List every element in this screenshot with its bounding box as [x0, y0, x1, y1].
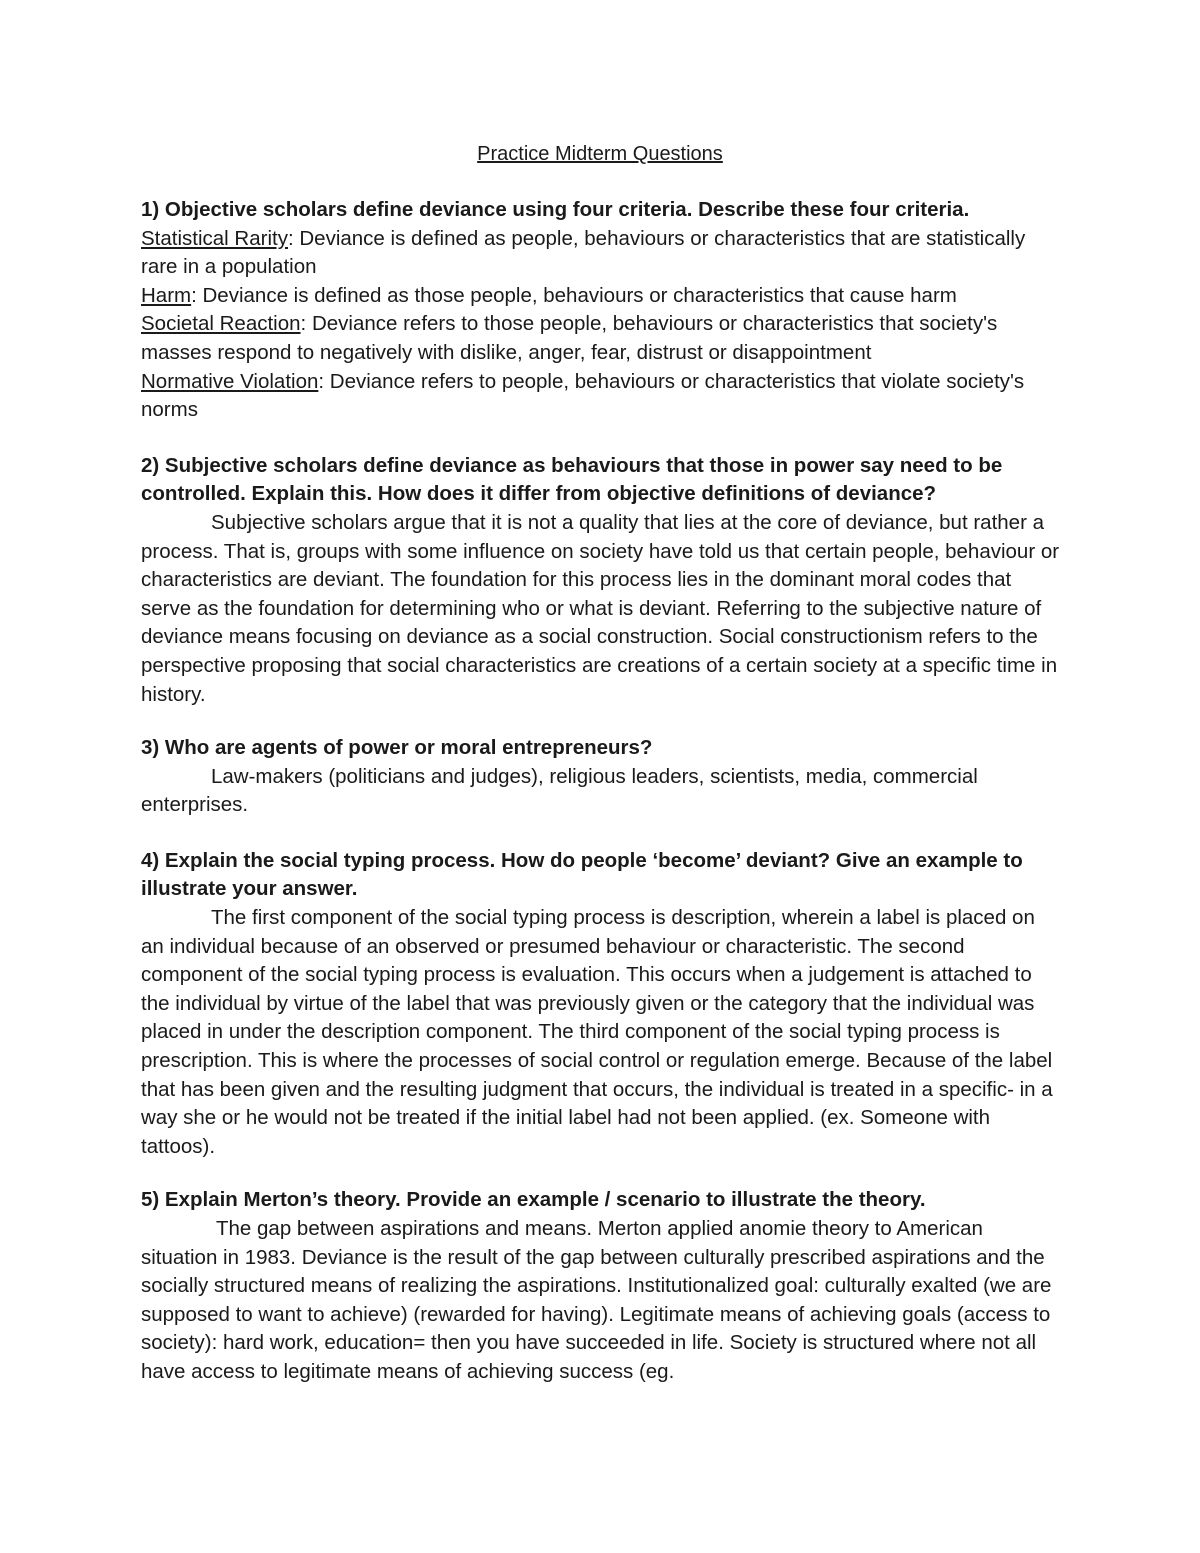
question-3	[141, 734, 1061, 820]
criterion-term: Harm	[141, 283, 192, 307]
answer-5: The gap between aspirations and means. Merton applied anomie theory to American situation in 1983. Deviance is the result of the gap between culturally prescribed aspirations and the socially structured means of realizing the aspirations. Institutionalized goal: culturally exalted (we are supposed to want to achieve) (rewarded for having). Legitimate means of achieving goals (access to society): hard work, education= then you have succeeded in life. Society is structured where not all have access to legitimate means of achieving success (eg.	[141, 1217, 1052, 1383]
answer-4: The first component of the social typing process is description, wherein a label is placed on an individual because of an observed or presumed behaviour or characteristic. The second component of the social typing process is evaluation. This occurs when a judgement is attached to the individual by virtue of the label that was previously given or the category that the individual was placed in under the description component. The third component of the social typing process is prescription. This is where the processes of social control or regulation emerge. Because of the label that has been given and the resulting judgment that occurs, the individual is treated in a specific- in a way she or he would not be treated if the initial label had not been applied. (ex. Someone with tattoos).	[141, 906, 1053, 1158]
question-1-text: 1) Objective scholars define deviance using four criteria. Describe these four criteria.	[141, 198, 970, 221]
question-5-text: 5) Explain Merton’s theory. Provide an example / scenario to illustrate the theory.	[141, 1188, 926, 1212]
page-title: Practice Midterm Questions	[477, 143, 723, 165]
question-5	[141, 1186, 1061, 1386]
criterion-societal-reaction	[141, 310, 1061, 367]
question-3-text: 3) Who are agents of power or moral entrepreneurs?	[141, 736, 653, 760]
criterion-harm	[141, 282, 1061, 311]
question-1	[141, 196, 1061, 425]
answer-3: Law-makers (politicians and judges), religious leaders, scientists, media, commercial enterprises.	[141, 764, 978, 817]
criterion-statistical-rarity	[141, 225, 1061, 282]
criterion-definition: : Deviance is defined as people, behaviours or characteristics that are statistically rare in a population	[141, 226, 1026, 279]
question-2-text: 2) Subjective scholars define deviance as behaviours that those in power say need to be controlled. Explain this. How does it differ from objective definitions of deviance?	[141, 453, 1003, 506]
question-4	[141, 847, 1061, 1162]
criterion-definition: : Deviance refers to people, behaviours or characteristics that violate society's norms	[141, 369, 1025, 422]
criterion-term: Normative Violation	[141, 369, 319, 393]
question-4-text: 4) Explain the social typing process. How do people ‘become’ deviant? Give an example to illustrate your answer.	[141, 848, 1023, 901]
criterion-term: Statistical Rarity	[141, 226, 288, 250]
criterion-normative-violation	[141, 368, 1061, 425]
question-2	[141, 452, 1061, 709]
criterion-term: Societal Reaction	[141, 312, 301, 336]
criterion-definition: : Deviance refers to those people, behaviours or characteristics that society's masses respond to negatively with dislike, anger, fear, distrust or disappointment	[141, 312, 998, 364]
document-body	[141, 196, 1061, 1387]
answer-2: Subjective scholars argue that it is not a quality that lies at the core of deviance, but rather a process. That is, groups with some influence on society have told us that certain people, behaviour or characteristics are deviant. The foundation for this process lies in the dominant moral codes that serve as the foundation for determining who or what is deviant. Referring to the subjective nature of deviance means focusing on deviance as a social construction. Social constructionism refers to the perspective proposing that social characteristics are creations of a certain society at a specific time in history.	[141, 510, 1060, 706]
criterion-definition: : Deviance is defined as those people, behaviours or characteristics that cause harm	[191, 283, 957, 307]
